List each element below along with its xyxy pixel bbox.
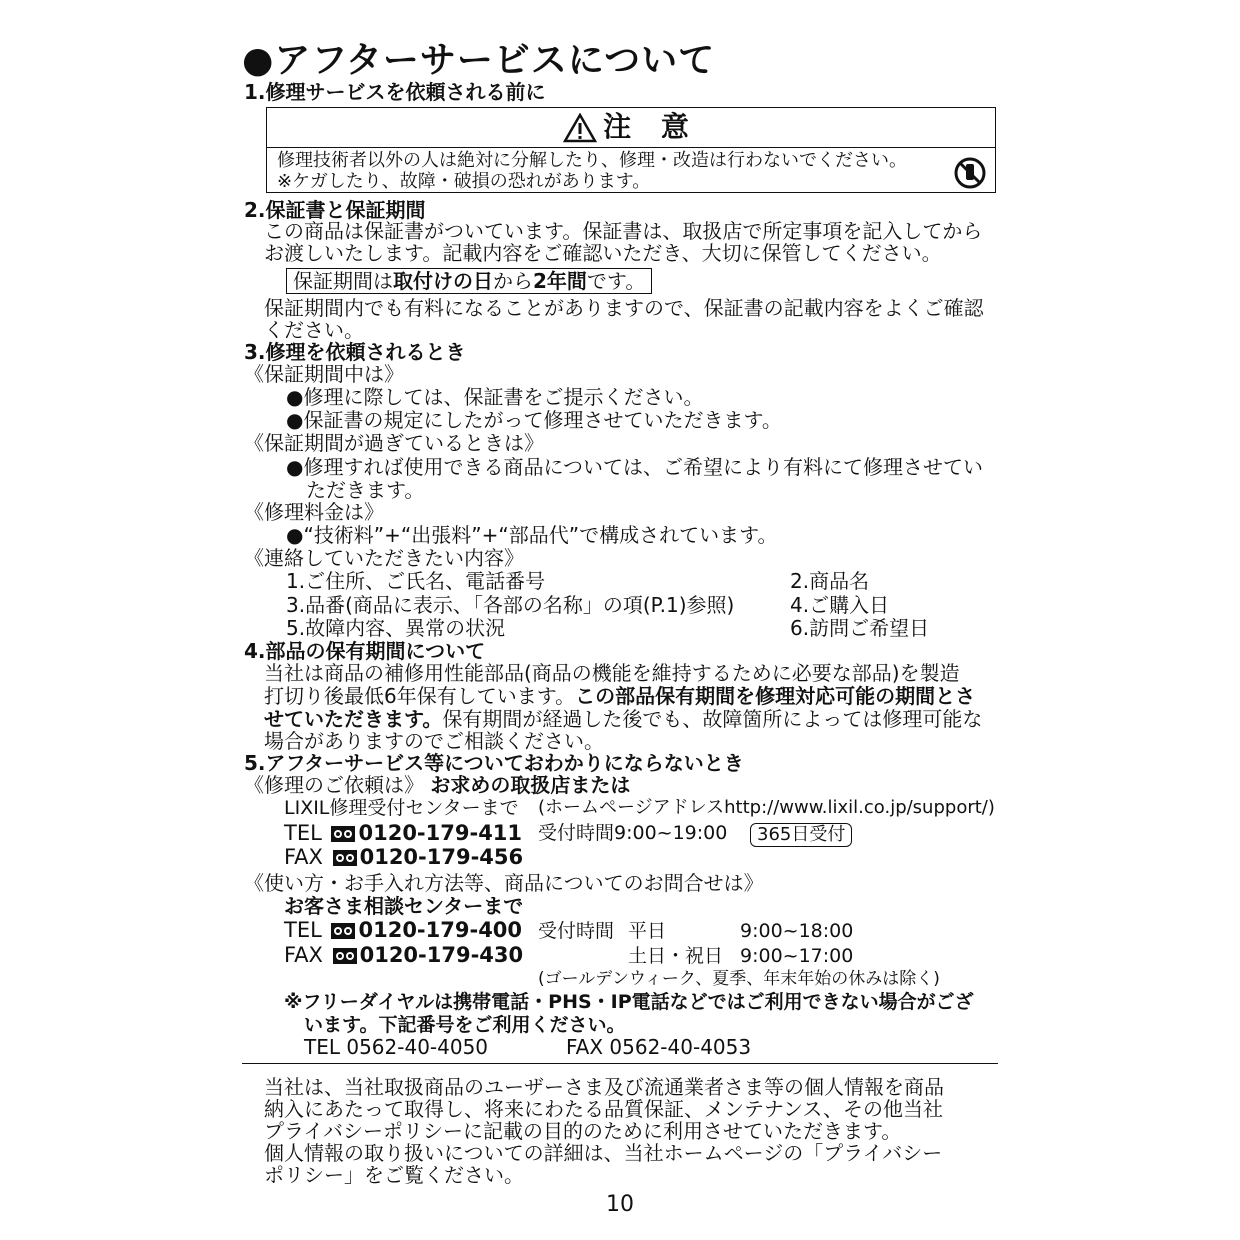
usage-hours-label: 受付時間 [538, 920, 615, 942]
weekday-label: 平日 [628, 920, 667, 942]
page-title: ●アフターサービスについて [242, 40, 716, 81]
parts-line-4: 場合がありますのでご相談ください。 [264, 729, 604, 753]
privacy-line-2: 納入にあたって取得し、将来にわたる品質保証、メンテナンス、その他当社 [264, 1097, 943, 1121]
parts-line-3: せていただきます。保有期間が経過した後でも、故障箇所によっては修理可能な [264, 707, 983, 731]
privacy-line-5: ポリシー」をご覧ください。 [264, 1163, 524, 1187]
contact-item-3: 3.品番(商品に表示、「各部の名称」の項(P.1)参照) [286, 593, 735, 617]
freedial-icon [331, 826, 355, 842]
parts-line-1: 当社は商品の補修用性能部品(商品の機能を維持するために必要な部品)を製造 [264, 661, 960, 685]
section1-heading: 1.修理サービスを依頼される前に [244, 80, 546, 104]
freedial-note-2: います。下記番号をご利用ください。 [304, 1014, 626, 1036]
no-disassembly-icon [953, 156, 987, 190]
warning-triangle-icon [563, 113, 597, 143]
repair-bullet-3b: ただきます。 [306, 478, 425, 502]
service-sub-repair: 《修理のご依頼は》 お求めの取扱店または [244, 773, 631, 797]
repair-sub-fee: 《修理料金は》 [244, 500, 384, 524]
holiday-note: (ゴールデンウィーク、夏季、年末年始の休みは除く) [538, 969, 940, 989]
caution-line-1: 修理技術者以外の人は絶対に分解したり、修理・改造は行わないでください。 [277, 150, 907, 171]
repair-sub-expired: 《保証期間が過ぎているときは》 [244, 431, 544, 455]
caution-header [267, 108, 995, 148]
divider [242, 1063, 998, 1064]
freedial-icon [331, 923, 355, 939]
repair-tel-hours: 受付時間9:00~19:00 [538, 822, 728, 844]
365-days-badge: 365日受付 [750, 823, 852, 847]
repair-sub-contact: 《連絡していただきたい内容》 [244, 546, 524, 570]
privacy-line-3: プライバシーポリシーに記載の目的のために利用させていただきます。 [264, 1119, 902, 1143]
repair-fax-line: FAX 0120-179-456 [284, 845, 524, 869]
parts-line-2: 打切り後最低6年保有しています。この部品保有期間を修理対応可能の期間とさ [264, 684, 976, 708]
warranty-line-4: ください。 [264, 318, 364, 342]
repair-bullet-1: ●修理に際しては、保証書をご提示ください。 [286, 385, 704, 409]
section4-heading: 4.部品の保有期間について [244, 639, 486, 663]
page-number: 10 [606, 1192, 634, 1217]
repair-sub-warranty: 《保証期間中は》 [244, 362, 404, 386]
contact-item-5: 5.故障内容、異常の状況 [286, 616, 506, 640]
caution-title: 注 意 [603, 110, 699, 143]
warranty-line-3: 保証期間内でも有料になることがありますので、保証書の記載内容をよくご確認 [264, 296, 984, 320]
repair-tel-line: TEL 0120-179-411 [284, 821, 523, 845]
contact-item-4: 4.ご購入日 [790, 593, 890, 617]
weekend-label: 土日・祝日 [628, 945, 724, 967]
weekday-hours: 9:00~18:00 [740, 920, 854, 942]
warranty-line-2: お渡しいたします。記載内容をご確認いただき、大切に保管してください。 [264, 241, 942, 265]
alt-fax: FAX 0562-40-4053 [566, 1035, 752, 1059]
caution-line-2: ※ケガしたり、故障・破損の恐れがあります。 [277, 171, 651, 192]
warranty-period-box: 保証期間は取付けの日から2年間です。 [286, 268, 652, 294]
section2-heading: 2.保証書と保証期間 [244, 198, 426, 222]
repair-bullet-3a: ●修理すれば使用できる商品については、ご希望により有料にて修理させてい [286, 455, 984, 479]
section3-heading: 3.修理を依頼されるとき [244, 340, 466, 364]
alt-tel: TEL 0562-40-4050 [304, 1035, 489, 1059]
freedial-note-1: ※フリーダイヤルは携帯電話・PHS・IP電話などではご利用できない場合がござ [284, 991, 974, 1013]
service-sub-usage: 《使い方・お手入れ方法等、商品についてのお問合せは》 [244, 871, 764, 895]
repair-bullet-2: ●保証書の規定にしたがって修理させていただきます。 [286, 408, 782, 432]
freedial-icon [333, 850, 357, 866]
warranty-line-1: この商品は保証書がついています。保証書は、取扱店で所定事項を記入してから [264, 219, 983, 243]
privacy-line-1: 当社は、当社取扱商品のユーザーさま及び流通業者さま等の個人情報を商品 [264, 1075, 944, 1099]
customer-center: お客さま相談センターまで [284, 894, 524, 918]
weekend-hours: 9:00~17:00 [740, 945, 854, 967]
repair-bullet-4: ●“技術料”+“出張料”+“部品代”で構成されています。 [286, 523, 778, 547]
contact-item-6: 6.訪問ご希望日 [790, 616, 930, 640]
usage-tel-line: TEL 0120-179-400 [284, 918, 523, 942]
section5-heading: 5.アフターサービス等についておわかりにならないとき [244, 751, 744, 775]
caution-box [266, 107, 996, 193]
homepage-address: (ホームページアドレスhttp://www.lixil.co.jp/support/) [538, 797, 995, 818]
lixil-center: LIXIL修理受付センターまで [284, 797, 519, 819]
contact-item-2: 2.商品名 [790, 569, 870, 593]
contact-item-1: 1.ご住所、ご氏名、電話番号 [286, 569, 546, 593]
usage-fax-line: FAX 0120-179-430 [284, 943, 524, 967]
freedial-icon [333, 948, 357, 964]
privacy-line-4: 個人情報の取り扱いについての詳細は、当社ホームページの「プライバシー [264, 1141, 943, 1165]
